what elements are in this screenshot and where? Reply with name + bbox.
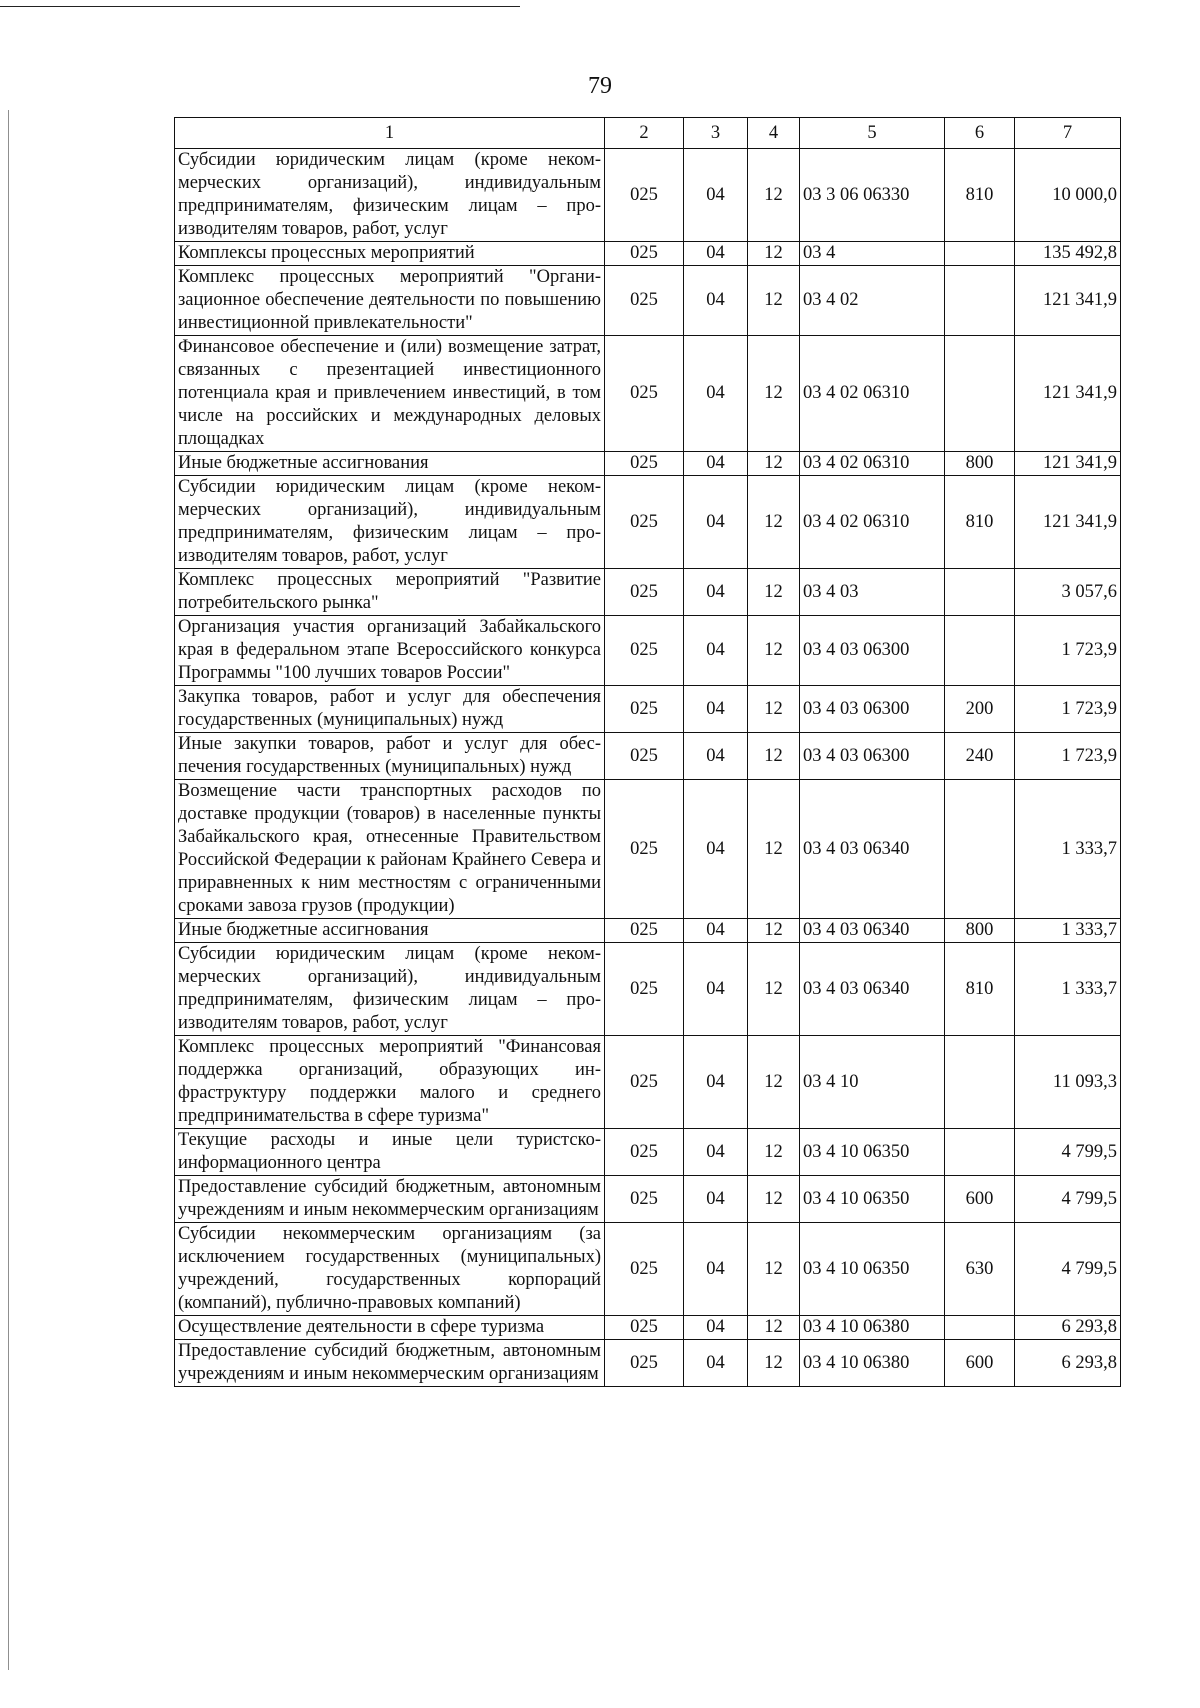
table-row — [175, 266, 1121, 336]
target-article-cell: 03 4 10 06350 — [800, 1223, 945, 1316]
row-name-cell: Иные бюджетные ассигнования — [175, 919, 605, 943]
expense-type-cell: 800 — [945, 452, 1015, 476]
expense-type-cell — [945, 1129, 1015, 1176]
expense-type-cell: 800 — [945, 919, 1015, 943]
amount-cell: 6 293,8 — [1015, 1316, 1121, 1340]
amount-cell: 121 341,9 — [1015, 266, 1121, 336]
amount-cell: 121 341,9 — [1015, 452, 1121, 476]
admin-code-cell: 025 — [605, 943, 684, 1036]
section-cell: 04 — [684, 616, 748, 686]
row-name-cell: Субсидии юридическим лицам (кроме некоммерческих организаций), индивидуальным предпринимателям, физическим лицам – производителям товаров, работ, услуг — [175, 943, 605, 1036]
section-cell: 04 — [684, 1129, 748, 1176]
admin-code-cell: 025 — [605, 1129, 684, 1176]
admin-code-cell: 025 — [605, 149, 684, 242]
section-cell: 04 — [684, 1340, 748, 1387]
amount-cell: 4 799,5 — [1015, 1223, 1121, 1316]
target-article-cell: 03 4 03 — [800, 569, 945, 616]
row-name-cell: Предоставление субсидий бюджетным, автономным учреждениям и иным некоммерческим организациям — [175, 1176, 605, 1223]
subsection-cell: 12 — [748, 943, 800, 1036]
subsection-cell: 12 — [748, 476, 800, 569]
subsection-cell: 12 — [748, 569, 800, 616]
row-name-cell: Предоставление субсидий бюджетным, автономным учреждениям и иным некоммерческим организациям — [175, 1340, 605, 1387]
admin-code-cell: 025 — [605, 1340, 684, 1387]
row-name-cell: Осуществление деятельности в сфере туризма — [175, 1316, 605, 1340]
expense-type-cell — [945, 1036, 1015, 1129]
admin-code-cell: 025 — [605, 1316, 684, 1340]
target-article-cell: 03 4 03 06300 — [800, 733, 945, 780]
expense-type-cell — [945, 569, 1015, 616]
table-row — [175, 1340, 1121, 1387]
expense-type-cell — [945, 242, 1015, 266]
amount-cell: 4 799,5 — [1015, 1129, 1121, 1176]
section-cell: 04 — [684, 242, 748, 266]
table-row — [175, 919, 1121, 943]
column-header: 7 — [1015, 118, 1121, 149]
admin-code-cell: 025 — [605, 733, 684, 780]
column-header: 4 — [748, 118, 800, 149]
amount-cell: 1 723,9 — [1015, 733, 1121, 780]
subsection-cell: 12 — [748, 1176, 800, 1223]
table-row — [175, 1036, 1121, 1129]
column-header: 2 — [605, 118, 684, 149]
row-name-cell: Финансовое обеспечение и (или) возмещение затрат, связанных с презентацией инвестиционного потенциала края и привлечением инвестиций, в том числе на российских и международных деловых площадках — [175, 336, 605, 452]
expense-type-cell — [945, 616, 1015, 686]
target-article-cell: 03 4 10 06380 — [800, 1340, 945, 1387]
subsection-cell: 12 — [748, 780, 800, 919]
target-article-cell: 03 4 03 06340 — [800, 943, 945, 1036]
expense-type-cell — [945, 336, 1015, 452]
amount-cell: 3 057,6 — [1015, 569, 1121, 616]
expense-type-cell — [945, 1316, 1015, 1340]
row-name-cell: Возмещение части транспортных расходов по доставке продукции (товаров) в населенные пункты Забайкальского края, отнесенные Правительством Российской Федерации к районам Крайнего Севера и приравненных к ним местностям с ограниченными сроками завоза грузов (продукции) — [175, 780, 605, 919]
expense-type-cell — [945, 780, 1015, 919]
subsection-cell: 12 — [748, 919, 800, 943]
target-article-cell: 03 4 10 06350 — [800, 1129, 945, 1176]
target-article-cell: 03 4 03 06300 — [800, 686, 945, 733]
admin-code-cell: 025 — [605, 1176, 684, 1223]
section-cell: 04 — [684, 149, 748, 242]
expense-type-cell: 240 — [945, 733, 1015, 780]
amount-cell: 121 341,9 — [1015, 336, 1121, 452]
subsection-cell: 12 — [748, 1340, 800, 1387]
table-row — [175, 569, 1121, 616]
section-cell: 04 — [684, 336, 748, 452]
subsection-cell: 12 — [748, 336, 800, 452]
column-header: 3 — [684, 118, 748, 149]
expense-type-cell: 600 — [945, 1176, 1015, 1223]
table-row — [175, 242, 1121, 266]
scan-edge-top — [0, 6, 520, 7]
section-cell: 04 — [684, 1316, 748, 1340]
amount-cell: 1 723,9 — [1015, 686, 1121, 733]
target-article-cell: 03 4 10 06350 — [800, 1176, 945, 1223]
table-row — [175, 336, 1121, 452]
section-cell: 04 — [684, 266, 748, 336]
table-row — [175, 616, 1121, 686]
row-name-cell: Текущие расходы и иные цели туристско-информационного центра — [175, 1129, 605, 1176]
subsection-cell: 12 — [748, 1223, 800, 1316]
column-header: 6 — [945, 118, 1015, 149]
subsection-cell: 12 — [748, 149, 800, 242]
admin-code-cell: 025 — [605, 336, 684, 452]
column-header: 1 — [175, 118, 605, 149]
admin-code-cell: 025 — [605, 476, 684, 569]
admin-code-cell: 025 — [605, 616, 684, 686]
target-article-cell: 03 4 — [800, 242, 945, 266]
expense-type-cell: 630 — [945, 1223, 1015, 1316]
admin-code-cell: 025 — [605, 1036, 684, 1129]
row-name-cell: Иные закупки товаров, работ и услуг для обеспечения государственных (муниципальных) нужд — [175, 733, 605, 780]
subsection-cell: 12 — [748, 1316, 800, 1340]
header-row — [175, 118, 1121, 149]
budget-table — [174, 117, 1121, 1387]
column-header: 5 — [800, 118, 945, 149]
row-name-cell: Организация участия организаций Забайкальского края в федеральном этапе Всероссийского конкурса Программы "100 лучших товаров России" — [175, 616, 605, 686]
row-name-cell: Субсидии некоммерческим организациям (за исключением государственных (муниципальных) учреждений, государственных корпораций (компаний), публично-правовых компаний) — [175, 1223, 605, 1316]
amount-cell: 135 492,8 — [1015, 242, 1121, 266]
row-name-cell: Комплекс процессных мероприятий "Финансовая поддержка организаций, образующих инфраструктуру поддержки малого и среднего предпринимательства в сфере туризма" — [175, 1036, 605, 1129]
section-cell: 04 — [684, 780, 748, 919]
table-row — [175, 1176, 1121, 1223]
section-cell: 04 — [684, 476, 748, 569]
row-name-cell: Субсидии юридическим лицам (кроме некоммерческих организаций), индивидуальным предпринимателям, физическим лицам – производителям товаров, работ, услуг — [175, 149, 605, 242]
section-cell: 04 — [684, 1223, 748, 1316]
expense-type-cell: 810 — [945, 149, 1015, 242]
table-row — [175, 943, 1121, 1036]
table-row — [175, 1223, 1121, 1316]
table-row — [175, 1316, 1121, 1340]
row-name-cell: Комплекс процессных мероприятий "Развитие потребительского рынка" — [175, 569, 605, 616]
section-cell: 04 — [684, 943, 748, 1036]
target-article-cell: 03 4 02 06310 — [800, 476, 945, 569]
subsection-cell: 12 — [748, 242, 800, 266]
row-name-cell: Иные бюджетные ассигнования — [175, 452, 605, 476]
admin-code-cell: 025 — [605, 780, 684, 919]
admin-code-cell: 025 — [605, 452, 684, 476]
amount-cell: 1 333,7 — [1015, 943, 1121, 1036]
expense-type-cell: 810 — [945, 943, 1015, 1036]
table-row — [175, 733, 1121, 780]
row-name-cell: Закупка товаров, работ и услуг для обеспечения государственных (муниципальных) нужд — [175, 686, 605, 733]
target-article-cell: 03 4 03 06300 — [800, 616, 945, 686]
page-number: 79 — [588, 73, 612, 99]
scan-edge-left — [8, 110, 9, 1670]
subsection-cell: 12 — [748, 266, 800, 336]
admin-code-cell: 025 — [605, 569, 684, 616]
target-article-cell: 03 4 03 06340 — [800, 919, 945, 943]
row-name-cell: Комплексы процессных мероприятий — [175, 242, 605, 266]
section-cell: 04 — [684, 1036, 748, 1129]
expense-type-cell: 200 — [945, 686, 1015, 733]
amount-cell: 4 799,5 — [1015, 1176, 1121, 1223]
table-row — [175, 780, 1121, 919]
target-article-cell: 03 4 10 06380 — [800, 1316, 945, 1340]
section-cell: 04 — [684, 686, 748, 733]
subsection-cell: 12 — [748, 616, 800, 686]
admin-code-cell: 025 — [605, 1223, 684, 1316]
table-row — [175, 1129, 1121, 1176]
amount-cell: 121 341,9 — [1015, 476, 1121, 569]
table-row — [175, 476, 1121, 569]
amount-cell: 6 293,8 — [1015, 1340, 1121, 1387]
expense-type-cell: 600 — [945, 1340, 1015, 1387]
target-article-cell: 03 3 06 06330 — [800, 149, 945, 242]
admin-code-cell: 025 — [605, 686, 684, 733]
admin-code-cell: 025 — [605, 266, 684, 336]
section-cell: 04 — [684, 1176, 748, 1223]
subsection-cell: 12 — [748, 1036, 800, 1129]
amount-cell: 1 333,7 — [1015, 780, 1121, 919]
target-article-cell: 03 4 10 — [800, 1036, 945, 1129]
target-article-cell: 03 4 02 06310 — [800, 452, 945, 476]
subsection-cell: 12 — [748, 686, 800, 733]
expense-type-cell — [945, 266, 1015, 336]
row-name-cell: Субсидии юридическим лицам (кроме некоммерческих организаций), индивидуальным предпринимателям, физическим лицам – производителям товаров, работ, услуг — [175, 476, 605, 569]
section-cell: 04 — [684, 733, 748, 780]
target-article-cell: 03 4 02 06310 — [800, 336, 945, 452]
admin-code-cell: 025 — [605, 919, 684, 943]
section-cell: 04 — [684, 919, 748, 943]
subsection-cell: 12 — [748, 733, 800, 780]
admin-code-cell: 025 — [605, 242, 684, 266]
amount-cell: 1 333,7 — [1015, 919, 1121, 943]
table-row — [175, 149, 1121, 242]
subsection-cell: 12 — [748, 1129, 800, 1176]
table-row — [175, 452, 1121, 476]
target-article-cell: 03 4 02 — [800, 266, 945, 336]
row-name-cell: Комплекс процессных мероприятий "Организационное обеспечение деятельности по повышению инвестиционной привлекательности" — [175, 266, 605, 336]
target-article-cell: 03 4 03 06340 — [800, 780, 945, 919]
table-row — [175, 686, 1121, 733]
amount-cell: 1 723,9 — [1015, 616, 1121, 686]
section-cell: 04 — [684, 452, 748, 476]
expense-type-cell: 810 — [945, 476, 1015, 569]
section-cell: 04 — [684, 569, 748, 616]
subsection-cell: 12 — [748, 452, 800, 476]
amount-cell: 10 000,0 — [1015, 149, 1121, 242]
amount-cell: 11 093,3 — [1015, 1036, 1121, 1129]
